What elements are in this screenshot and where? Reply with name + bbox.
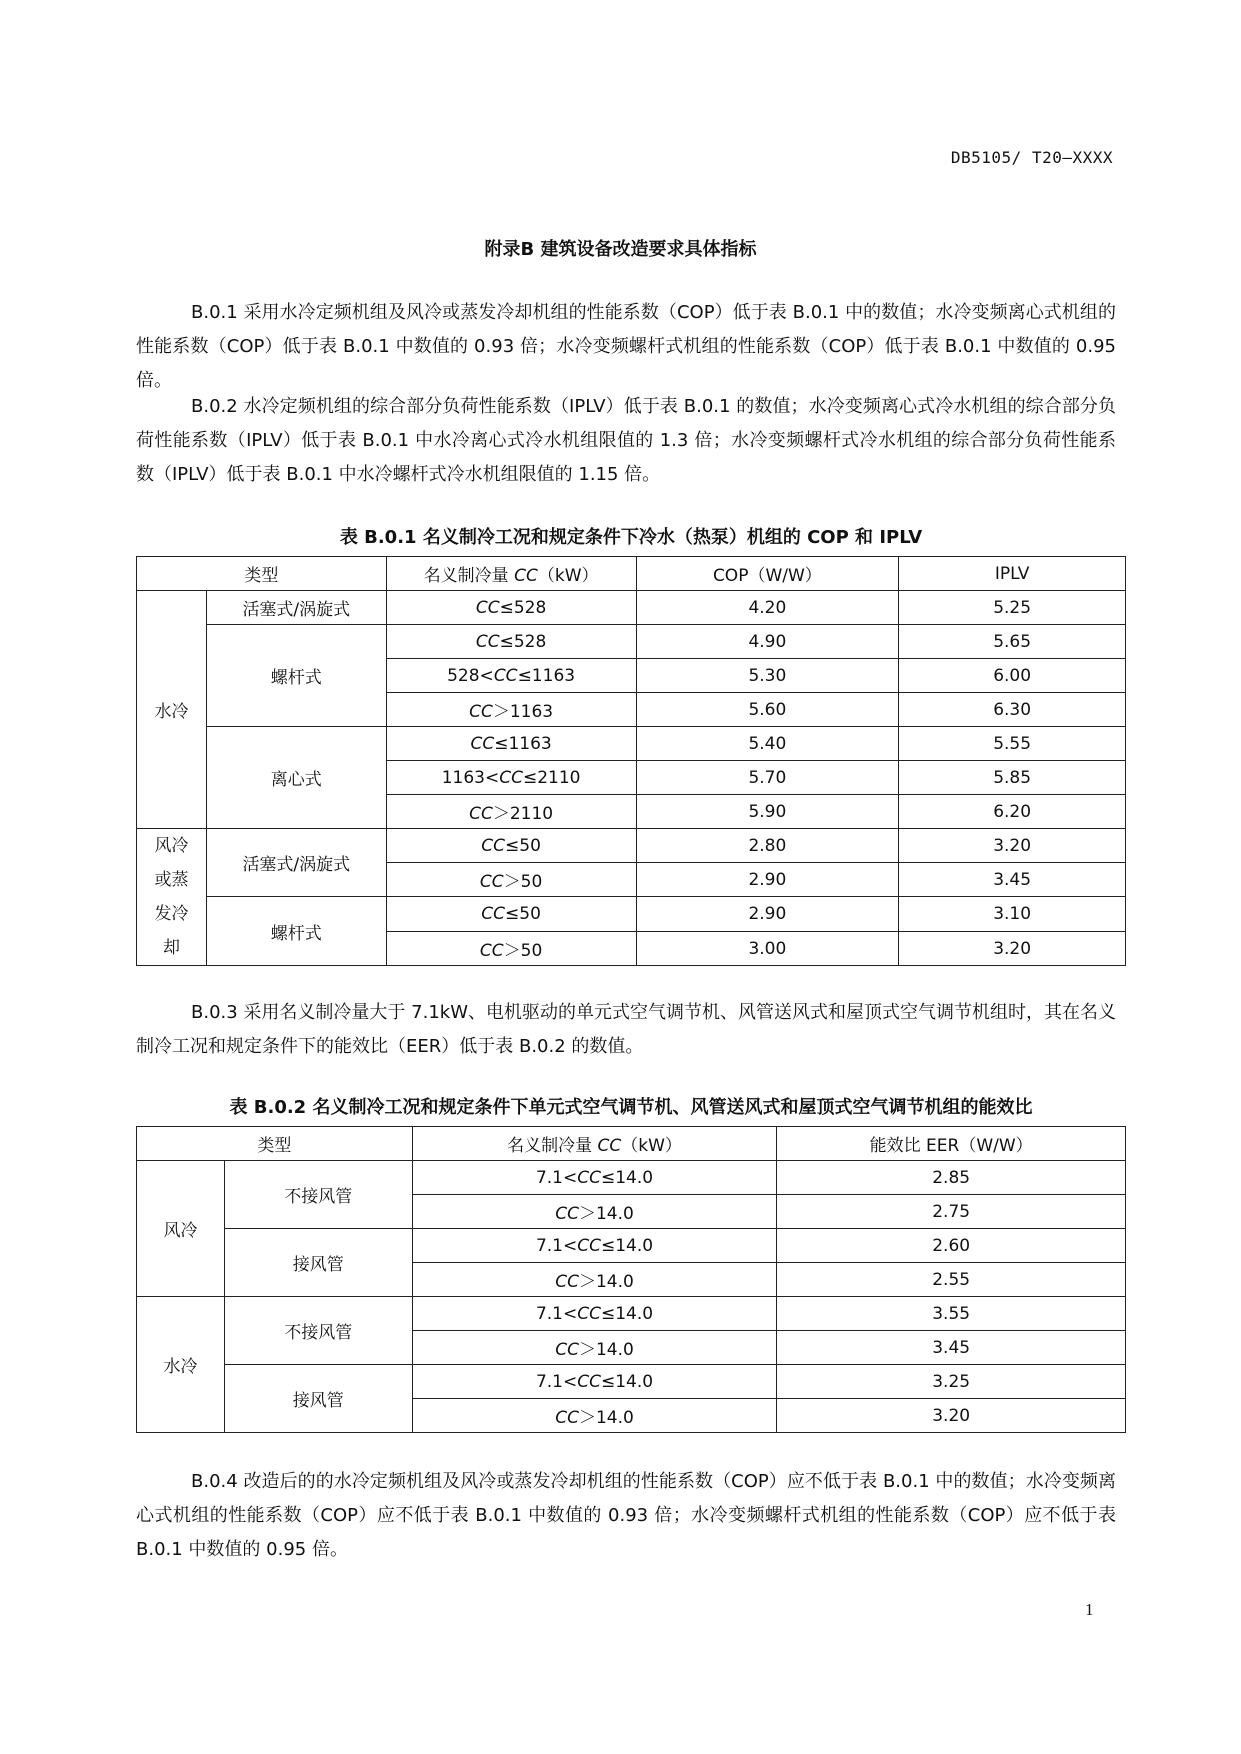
subtype-centrifugal: 离心式 [206,727,386,829]
cell-eer: 3.45 [777,1331,1126,1365]
cell-capacity: 1163<CC≤2110 [386,761,636,795]
cell-capacity: 7.1<CC≤14.0 [412,1297,777,1331]
cell-iplv: 6.20 [899,795,1126,829]
subtype-ducted: 接风管 [224,1229,412,1297]
cell-cop: 5.90 [636,795,899,829]
table-row [137,625,1126,659]
subtype-air-screw: 螺杆式 [206,897,386,966]
group-air-cooled: 风冷 [137,1161,225,1297]
header-eer: 能效比 EER（W/W） [777,1127,1126,1161]
cell-capacity: CC≤1163 [386,727,636,761]
cell-capacity: CC＞2110 [386,795,636,829]
cell-cop: 2.90 [636,863,899,897]
cell-capacity: CC＞14.0 [412,1399,777,1433]
paragraph-b04: B.0.4 改造后的的水冷定频机组及风冷或蒸发冷却机组的性能系数（COP）应不低于表 B.0.1 中的数值；水冷变频离心式机组的性能系数（COP）应不低于表 B.0.1 中数值的 0.93 倍；水冷变频螺杆式机组的性能系数（COP）应不低于表 B.0.1 中数值的 0.95 倍。 [136,1471,1116,1560]
cell-capacity: CC＞50 [386,863,636,897]
table2-caption: 表 B.0.2 名义制冷工况和规定条件下单元式空气调节机、风管送风式和屋顶式空气调节机组的能效比 [229,1097,1033,1118]
cell-cop: 5.30 [636,659,899,693]
cell-capacity: CC≤50 [386,897,636,932]
cell-cop: 5.70 [636,761,899,795]
cell-capacity: CC＞14.0 [412,1331,777,1365]
group-air-line: 风冷 [154,836,189,856]
header-type: 类型 [137,557,387,591]
subtype-air-piston-scroll: 活塞式/涡旋式 [206,829,386,897]
cell-iplv: 6.00 [899,659,1126,693]
header-cop: COP（W/W） [636,557,899,591]
cell-cop: 4.90 [636,625,899,659]
table-b02 [136,1126,1126,1433]
cell-eer: 3.25 [777,1365,1126,1399]
table-row [137,1297,1126,1331]
subtype-no-duct: 不接风管 [224,1297,412,1365]
cell-iplv: 3.45 [899,863,1126,897]
group-air-evap-cooled [137,829,207,966]
subtype-ducted: 接风管 [224,1365,412,1433]
table-header-row [137,1127,1126,1161]
header-capacity: 名义制冷量 CC（kW） [412,1127,777,1161]
cell-iplv: 5.65 [899,625,1126,659]
group-water-cooled: 水冷 [137,591,207,829]
cell-eer: 3.55 [777,1297,1126,1331]
cell-iplv: 5.55 [899,727,1126,761]
paragraph-b02: B.0.2 水冷定频机组的综合部分负荷性能系数（IPLV）低于表 B.0.1 的数值；水冷变频离心式冷水机组的综合部分负荷性能系数（IPLV）低于表 B.0.1 中水冷离心式冷水机组限值的 1.3 倍；水冷变频螺杆式冷水机组的综合部分负荷性能系数（IPLV）低于表 B.0.1 中水冷螺杆式冷水机组限值的 1.15 倍。 [136,396,1116,485]
cell-cop: 3.00 [636,932,899,966]
table-row [137,1229,1126,1263]
cell-iplv: 3.20 [899,829,1126,863]
subtype-no-duct: 不接风管 [224,1161,412,1229]
page-number: 1 [1085,1600,1094,1619]
cell-eer: 2.75 [777,1195,1126,1229]
cell-iplv: 3.10 [899,897,1126,932]
subtype-piston-scroll: 活塞式/涡旋式 [206,591,386,625]
cell-eer: 2.60 [777,1229,1126,1263]
document-id: DB5105/ T20—XXXX [950,148,1113,167]
cell-cop: 4.20 [636,591,899,625]
cell-iplv: 5.85 [899,761,1126,795]
group-air-line: 却 [162,938,180,958]
cell-eer: 2.55 [777,1263,1126,1297]
cell-iplv: 5.25 [899,591,1126,625]
cell-cop: 2.90 [636,897,899,932]
cell-capacity: 7.1<CC≤14.0 [412,1229,777,1263]
cell-capacity: CC＞14.0 [412,1195,777,1229]
group-air-line: 或蒸 [154,870,189,890]
group-water-cooled: 水冷 [137,1297,225,1433]
cell-cop: 5.60 [636,693,899,727]
cell-capacity: CC≤50 [386,829,636,863]
cell-capacity: CC＞50 [386,932,636,966]
table-row [137,591,1126,625]
appendix-title: 附录B 建筑设备改造要求具体指标 [484,239,757,260]
table-row [137,1161,1126,1195]
cell-capacity: CC＞1163 [386,693,636,727]
cell-capacity: 528<CC≤1163 [386,659,636,693]
subtype-screw: 螺杆式 [206,625,386,727]
table-row [137,897,1126,932]
cell-capacity: CC≤528 [386,625,636,659]
cell-capacity: CC＞14.0 [412,1263,777,1297]
cell-iplv: 6.30 [899,693,1126,727]
cell-eer: 3.20 [777,1399,1126,1433]
cell-iplv: 3.20 [899,932,1126,966]
header-type: 类型 [137,1127,413,1161]
paragraph-b03: B.0.3 采用名义制冷量大于 7.1kW、电机驱动的单元式空气调节机、风管送风式和屋顶式空气调节机组时，其在名义制冷工况和规定条件下的能效比（EER）低于表 B.0.2 的数值。 [136,1002,1116,1057]
table-header-row [137,557,1126,591]
table-b01 [136,556,1126,966]
cell-cop: 2.80 [636,829,899,863]
table-row [137,1365,1126,1399]
paragraph-b01: B.0.1 采用水冷定频机组及风冷或蒸发冷却机组的性能系数（COP）低于表 B.0.1 中的数值；水冷变频离心式机组的性能系数（COP）低于表 B.0.1 中数值的 0.93 倍；水冷变频螺杆式机组的性能系数（COP）低于表 B.0.1 中数值的 0.95 倍。 [136,302,1116,391]
cell-capacity: 7.1<CC≤14.0 [412,1161,777,1195]
cell-eer: 2.85 [777,1161,1126,1195]
header-iplv: IPLV [899,557,1126,591]
table-row [137,727,1126,761]
group-air-line: 发冷 [154,904,189,924]
table-row [137,829,1126,863]
cell-capacity: 7.1<CC≤14.0 [412,1365,777,1399]
cell-capacity: CC≤528 [386,591,636,625]
cell-cop: 5.40 [636,727,899,761]
header-capacity: 名义制冷量 CC（kW） [386,557,636,591]
table1-caption: 表 B.0.1 名义制冷工况和规定条件下冷水（热泵）机组的 COP 和 IPLV [339,527,923,548]
